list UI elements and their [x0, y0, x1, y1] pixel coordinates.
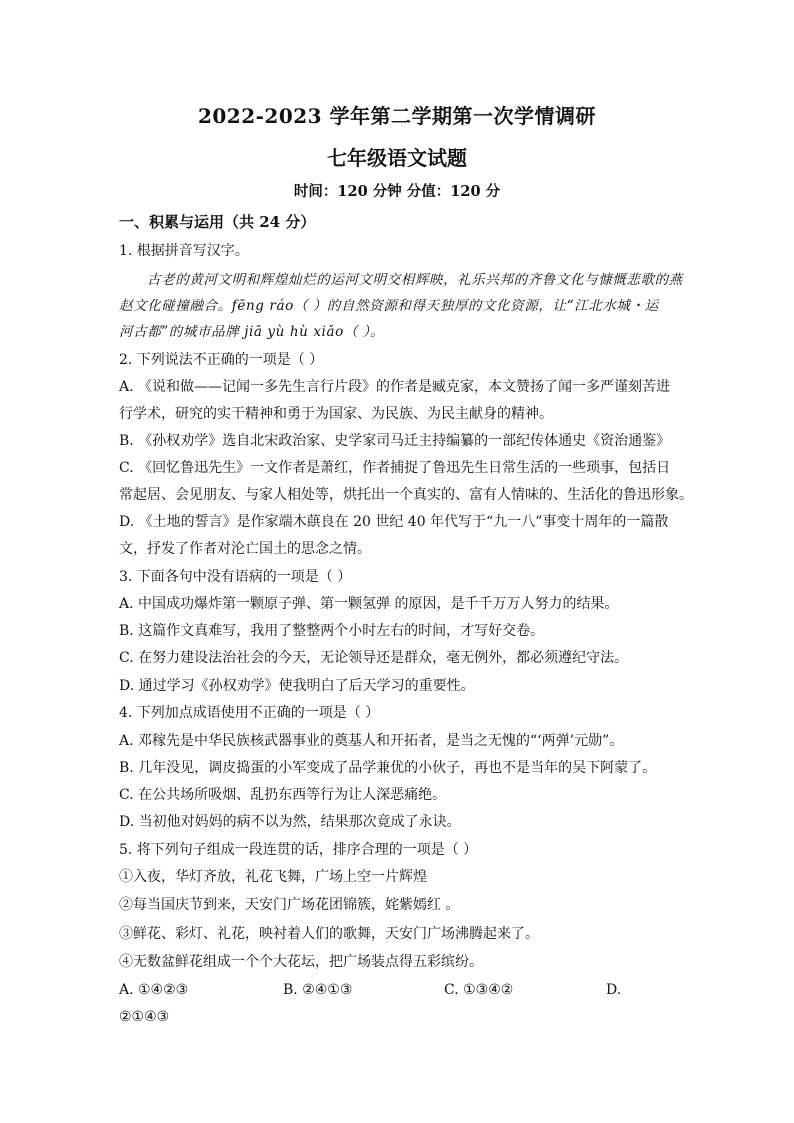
- q5-stem: 5. 将下列句子组成一段连贯的话，排序合理的一项是（ ）: [119, 842, 478, 858]
- q5-sentence-3: ③鲜花、彩灯、礼花，映衬着人们的歌舞，天安门广场沸腾起来了。: [119, 926, 539, 942]
- q2-option-b: B. 《孙权劝学》选自北宋政治家、史学家司马迁主持编纂的一部纪传体通史《资治通鉴》: [119, 433, 671, 449]
- q4-stem: 4. 下列加点成语使用不正确的一项是（ ）: [119, 705, 380, 721]
- exam-info: 时间：120 分钟 分值：120 分: [293, 183, 501, 200]
- q5-choice-c: C. ①③④②: [444, 982, 514, 998]
- q2-stem: 2. 下列说法不正确的一项是（ ）: [119, 352, 324, 368]
- section-heading: 一、积累与运用（共 24 分）: [119, 213, 316, 231]
- exam-subject: 七年级语文试题: [327, 146, 467, 170]
- q2-option-d-line1: D. 《土地的誓言》是作家端木蕻良在 20 世纪 40 年代写于“九一八”事变十周年的一篇散: [119, 514, 669, 530]
- q4-option-c: C. 在公共场所吸烟、乱扔东西等行为让人深恶痛绝。: [119, 787, 447, 803]
- q2-option-a-line1: A. 《说和做——记闻一多先生言行片段》的作者是臧克家，本文赞扬了闻一多严谨刻苦进: [119, 379, 671, 395]
- q2-option-a-line2: 行学术，研究的实干精神和勇于为国家、为民族、为民主献身的精神。: [119, 406, 553, 422]
- q2-option-c-line2: 常起居、会见朋友、与家人相处等，烘托出一个真实的、富有人情味的、生活化的鲁迅形象。: [119, 487, 693, 503]
- q5-choice-d-value: ②①④③: [119, 1009, 170, 1025]
- q4-option-a: A. 邓稼先是中华民族核武器事业的奠基人和开拓者，是当之无愧的“‘两弹’元勋”。: [119, 733, 624, 749]
- q4-option-d: D. 当初他对妈妈的病不以为然，结果那次竟成了永诀。: [119, 814, 461, 830]
- q1-passage-line3: 河古都”的城市品牌 jiā yù hù xiǎo（ ）。: [119, 324, 385, 340]
- q4-option-b: B. 几年没见，调皮捣蛋的小军变成了品学兼优的小伙子，再也不是当年的吴下阿蒙了。: [119, 760, 657, 776]
- q2-option-c-line1: C. 《回忆鲁迅先生》一文作者是萧红，作者捕捉了鲁迅先生日常生活的一些琐事，包括日: [119, 460, 671, 476]
- q1-stem: 1. 根据拼音写汉字。: [119, 243, 249, 259]
- q3-stem: 3. 下面各句中没有语病的一项是（ ）: [119, 569, 352, 585]
- q5-choice-d-label: D.: [606, 982, 622, 998]
- q5-choice-b: B. ②④①③: [283, 982, 353, 998]
- q3-option-a: A. 中国成功爆炸第一颗原子弹、第一颗氢弹 的原因，是千千万万人努力的结果。: [119, 596, 619, 612]
- q5-sentence-2: ②每当国庆节到来，天安门广场花团锦簇，姹紫嫣红 。: [119, 897, 460, 913]
- q3-option-c: C. 在努力建设法治社会的今天，无论领导还是群众，毫无例外，都必须遵纪守法。: [119, 650, 629, 666]
- q5-sentence-4: ④无数盆鲜花组成一个个大花坛，把广场装点得五彩缤纷。: [119, 954, 483, 970]
- q1-passage-line2: 赵文化碰撞融合。fēng ráo（ ）的自然资源和得天独厚的文化资源，让“江北水城・运: [119, 298, 659, 314]
- q5-sentence-1: ①入夜，华灯齐放，礼花飞舞，广场上空一片辉煌: [119, 869, 427, 885]
- q5-choice-a: A. ①④②③: [119, 982, 189, 998]
- q3-option-b: B. 这篇作文真难写，我用了整整两个小时左右的时间，才写好交卷。: [119, 623, 545, 639]
- exam-title: 2022-2023 学年第二学期第一次学情调研: [197, 104, 597, 128]
- q2-option-d-line2: 文，抒发了作者对沦亡国土的思念之情。: [119, 541, 371, 557]
- q1-passage-line1: 古老的黄河文明和辉煌灿烂的运河文明交相辉映，礼乐兴邦的齐鲁文化与慷慨悲歌的燕: [147, 272, 683, 288]
- q3-option-d: D. 通过学习《孙权劝学》使我明白了后天学习的重要性。: [119, 678, 475, 694]
